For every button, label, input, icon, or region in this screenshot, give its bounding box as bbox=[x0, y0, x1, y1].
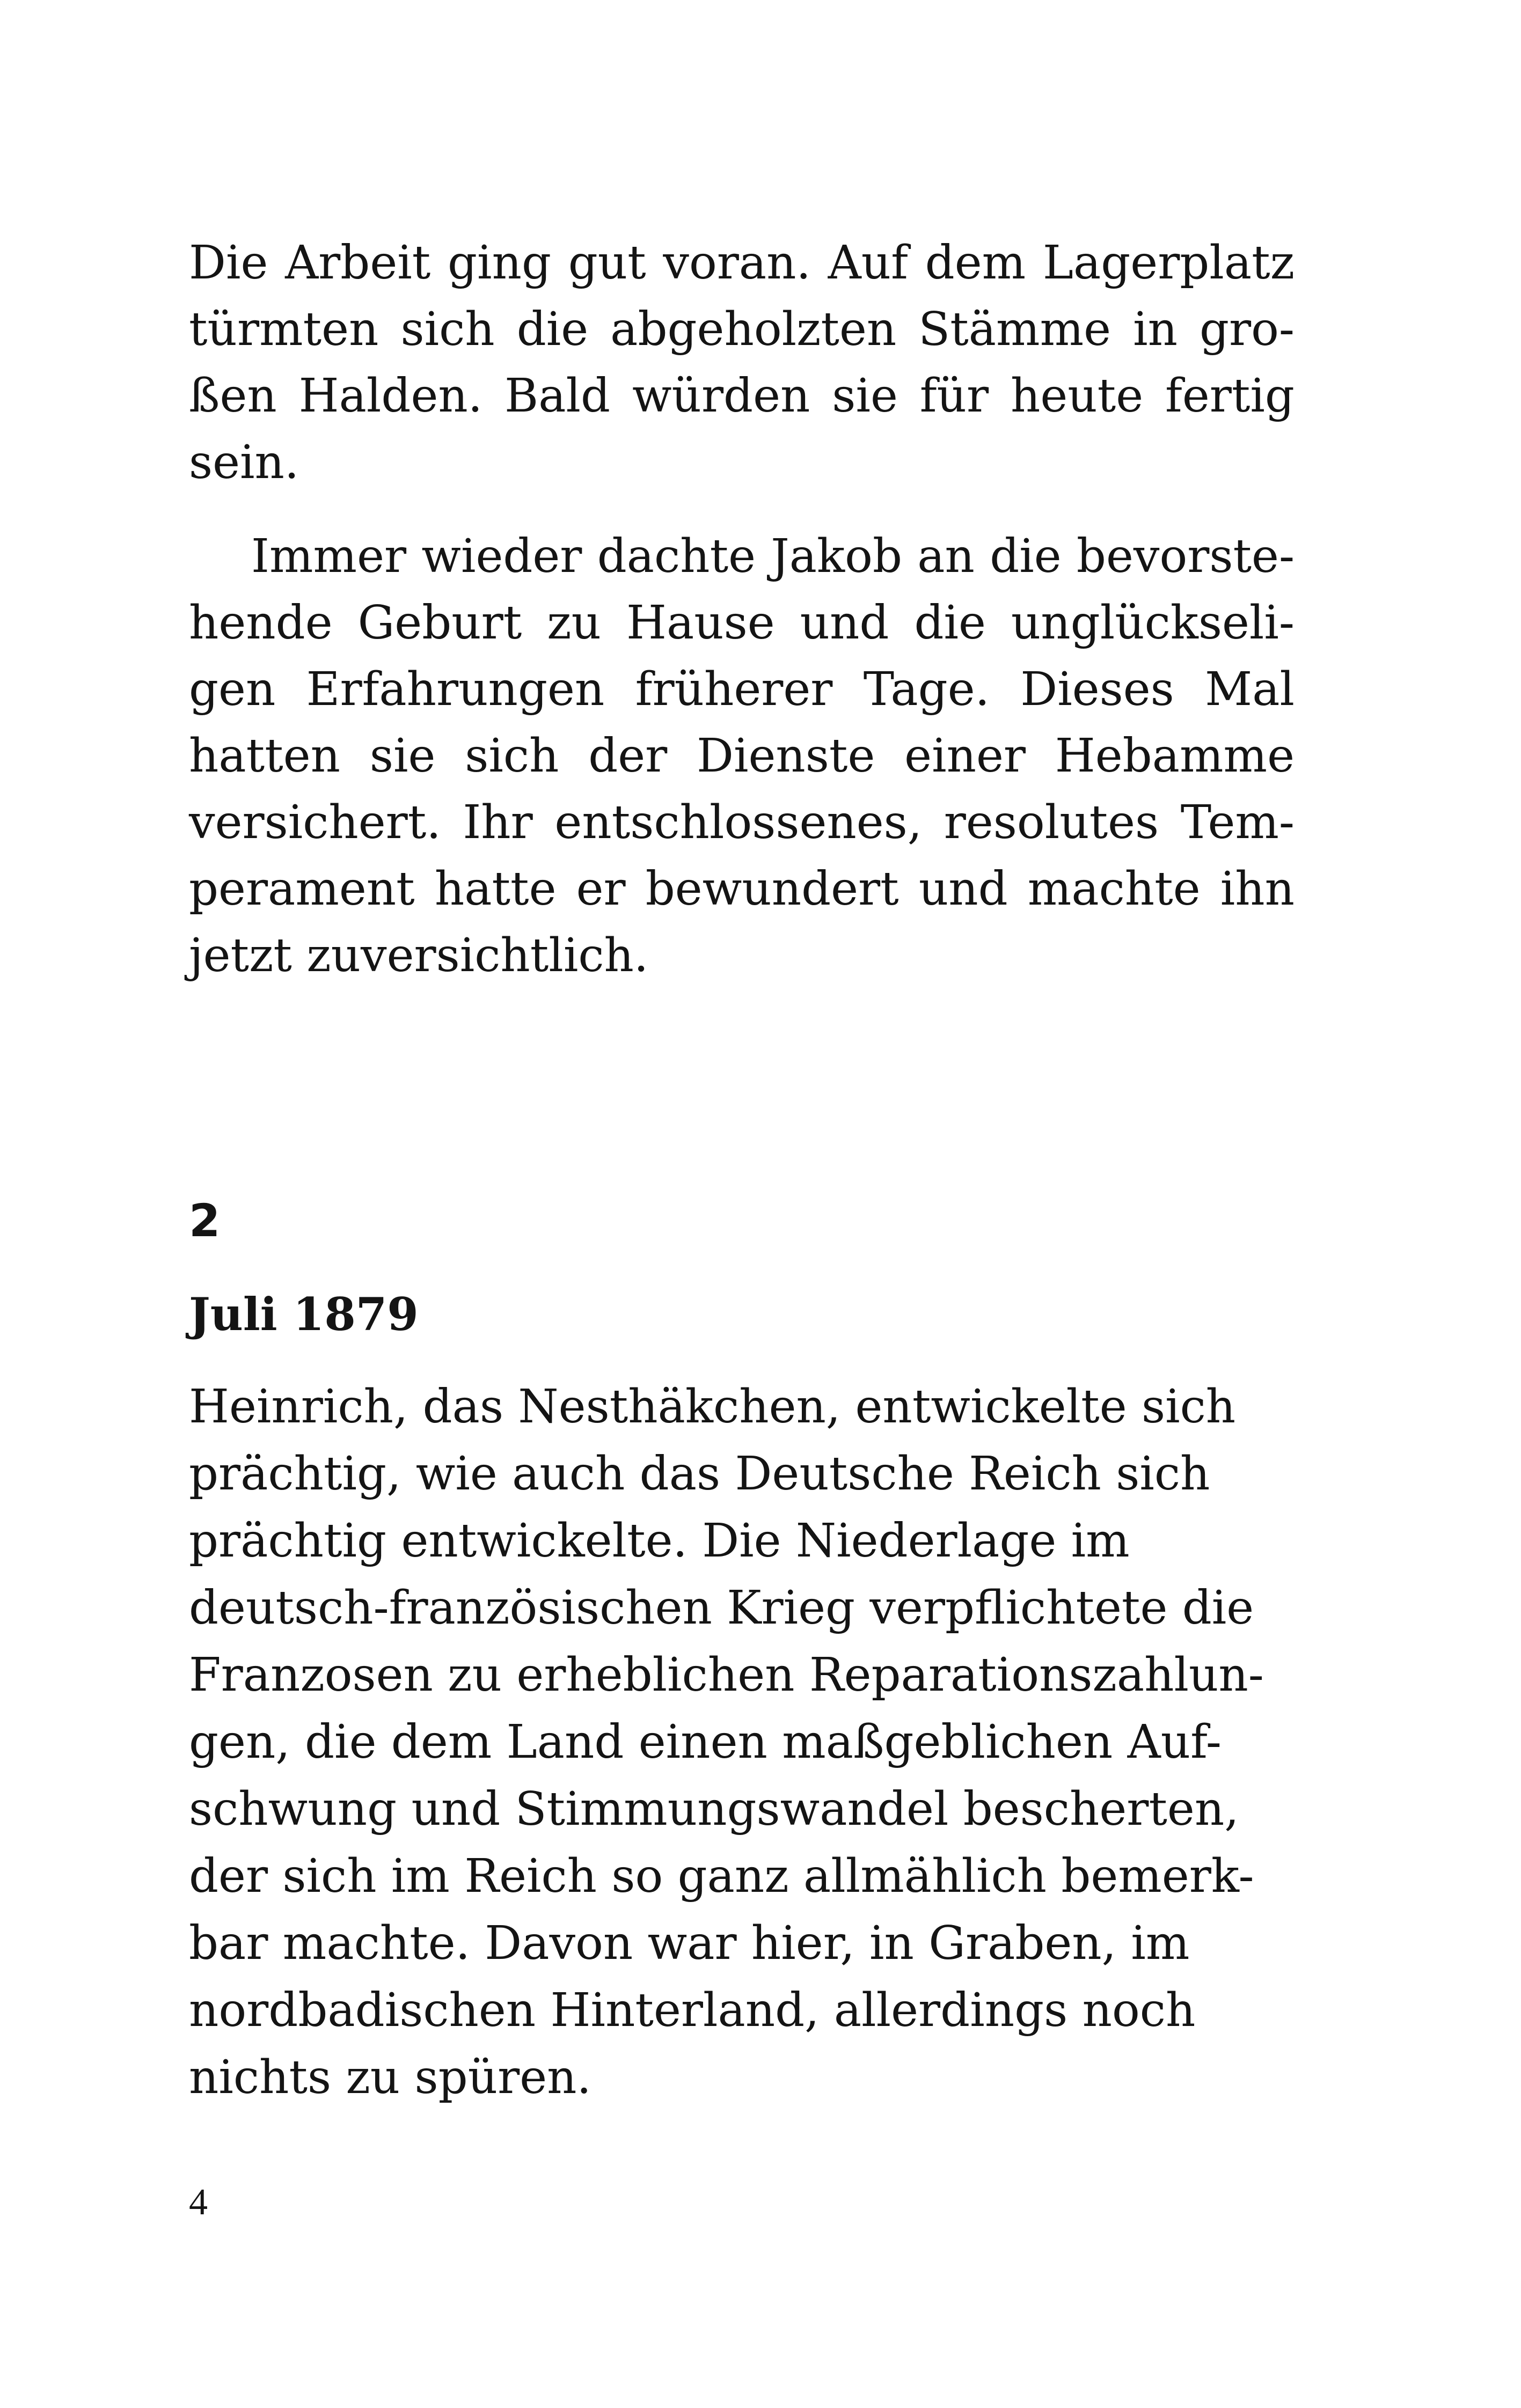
paragraph-line: perament hatte er bewundert und machte ihn bbox=[189, 862, 1295, 916]
page-number: 4 bbox=[189, 2182, 208, 2223]
paragraph-line: sein. bbox=[189, 436, 299, 489]
paragraph-3 bbox=[189, 1374, 1295, 2111]
paragraph-line: hatten sie sich der Dienste einer Hebamme bbox=[189, 729, 1295, 783]
paragraph-line: hende Geburt zu Hause und die unglückseli- bbox=[189, 596, 1295, 650]
paragraph-line: schwung und Stimmungswandel bescherten, bbox=[189, 1782, 1239, 1836]
paragraph-line: gen, die dem Land einen maßgeblichen Auf- bbox=[189, 1715, 1222, 1769]
paragraph-line: der sich im Reich so ganz allmählich bemerk- bbox=[189, 1849, 1254, 1903]
paragraph-line: nichts zu spüren. bbox=[189, 2051, 591, 2104]
paragraph-line: Die Arbeit ging gut voran. Auf dem Lagerplatz bbox=[189, 236, 1295, 290]
paragraph-line: bar machte. Davon war hier, in Graben, im bbox=[189, 1917, 1190, 1970]
paragraph-line: prächtig entwickelte. Die Niederlage im bbox=[189, 1514, 1130, 1568]
paragraph-line: Franzosen zu erheblichen Reparationszahlun- bbox=[189, 1648, 1264, 1702]
paragraph-line: jetzt zuversichtlich. bbox=[189, 929, 649, 982]
paragraph-line: türmten sich die abgeholzten Stämme in gro- bbox=[189, 303, 1295, 356]
paragraph-line: gen Erfahrungen früherer Tage. Dieses Mal bbox=[189, 663, 1295, 716]
paragraph-line: deutsch-französischen Krieg verpflichtete die bbox=[189, 1581, 1254, 1635]
chapter-date-heading: Juli 1879 bbox=[189, 1288, 419, 1341]
paragraph-line: Immer wieder dachte Jakob an die bevorste- bbox=[251, 530, 1295, 583]
paragraph-line: ßen Halden. Bald würden sie für heute fertig bbox=[189, 369, 1295, 423]
paragraph-line: versichert. Ihr entschlossenes, resolutes Tem- bbox=[189, 796, 1295, 849]
paragraph-line: Heinrich, das Nesthäkchen, entwickelte sich bbox=[189, 1380, 1236, 1434]
paragraph-line: nordbadischen Hinterland, allerdings noch bbox=[189, 1984, 1196, 2037]
paragraph-2 bbox=[189, 523, 1295, 989]
chapter-number: 2 bbox=[189, 1194, 221, 1247]
paragraph-line: prächtig, wie auch das Deutsche Reich sich bbox=[189, 1447, 1210, 1501]
paragraph-1 bbox=[189, 230, 1295, 496]
